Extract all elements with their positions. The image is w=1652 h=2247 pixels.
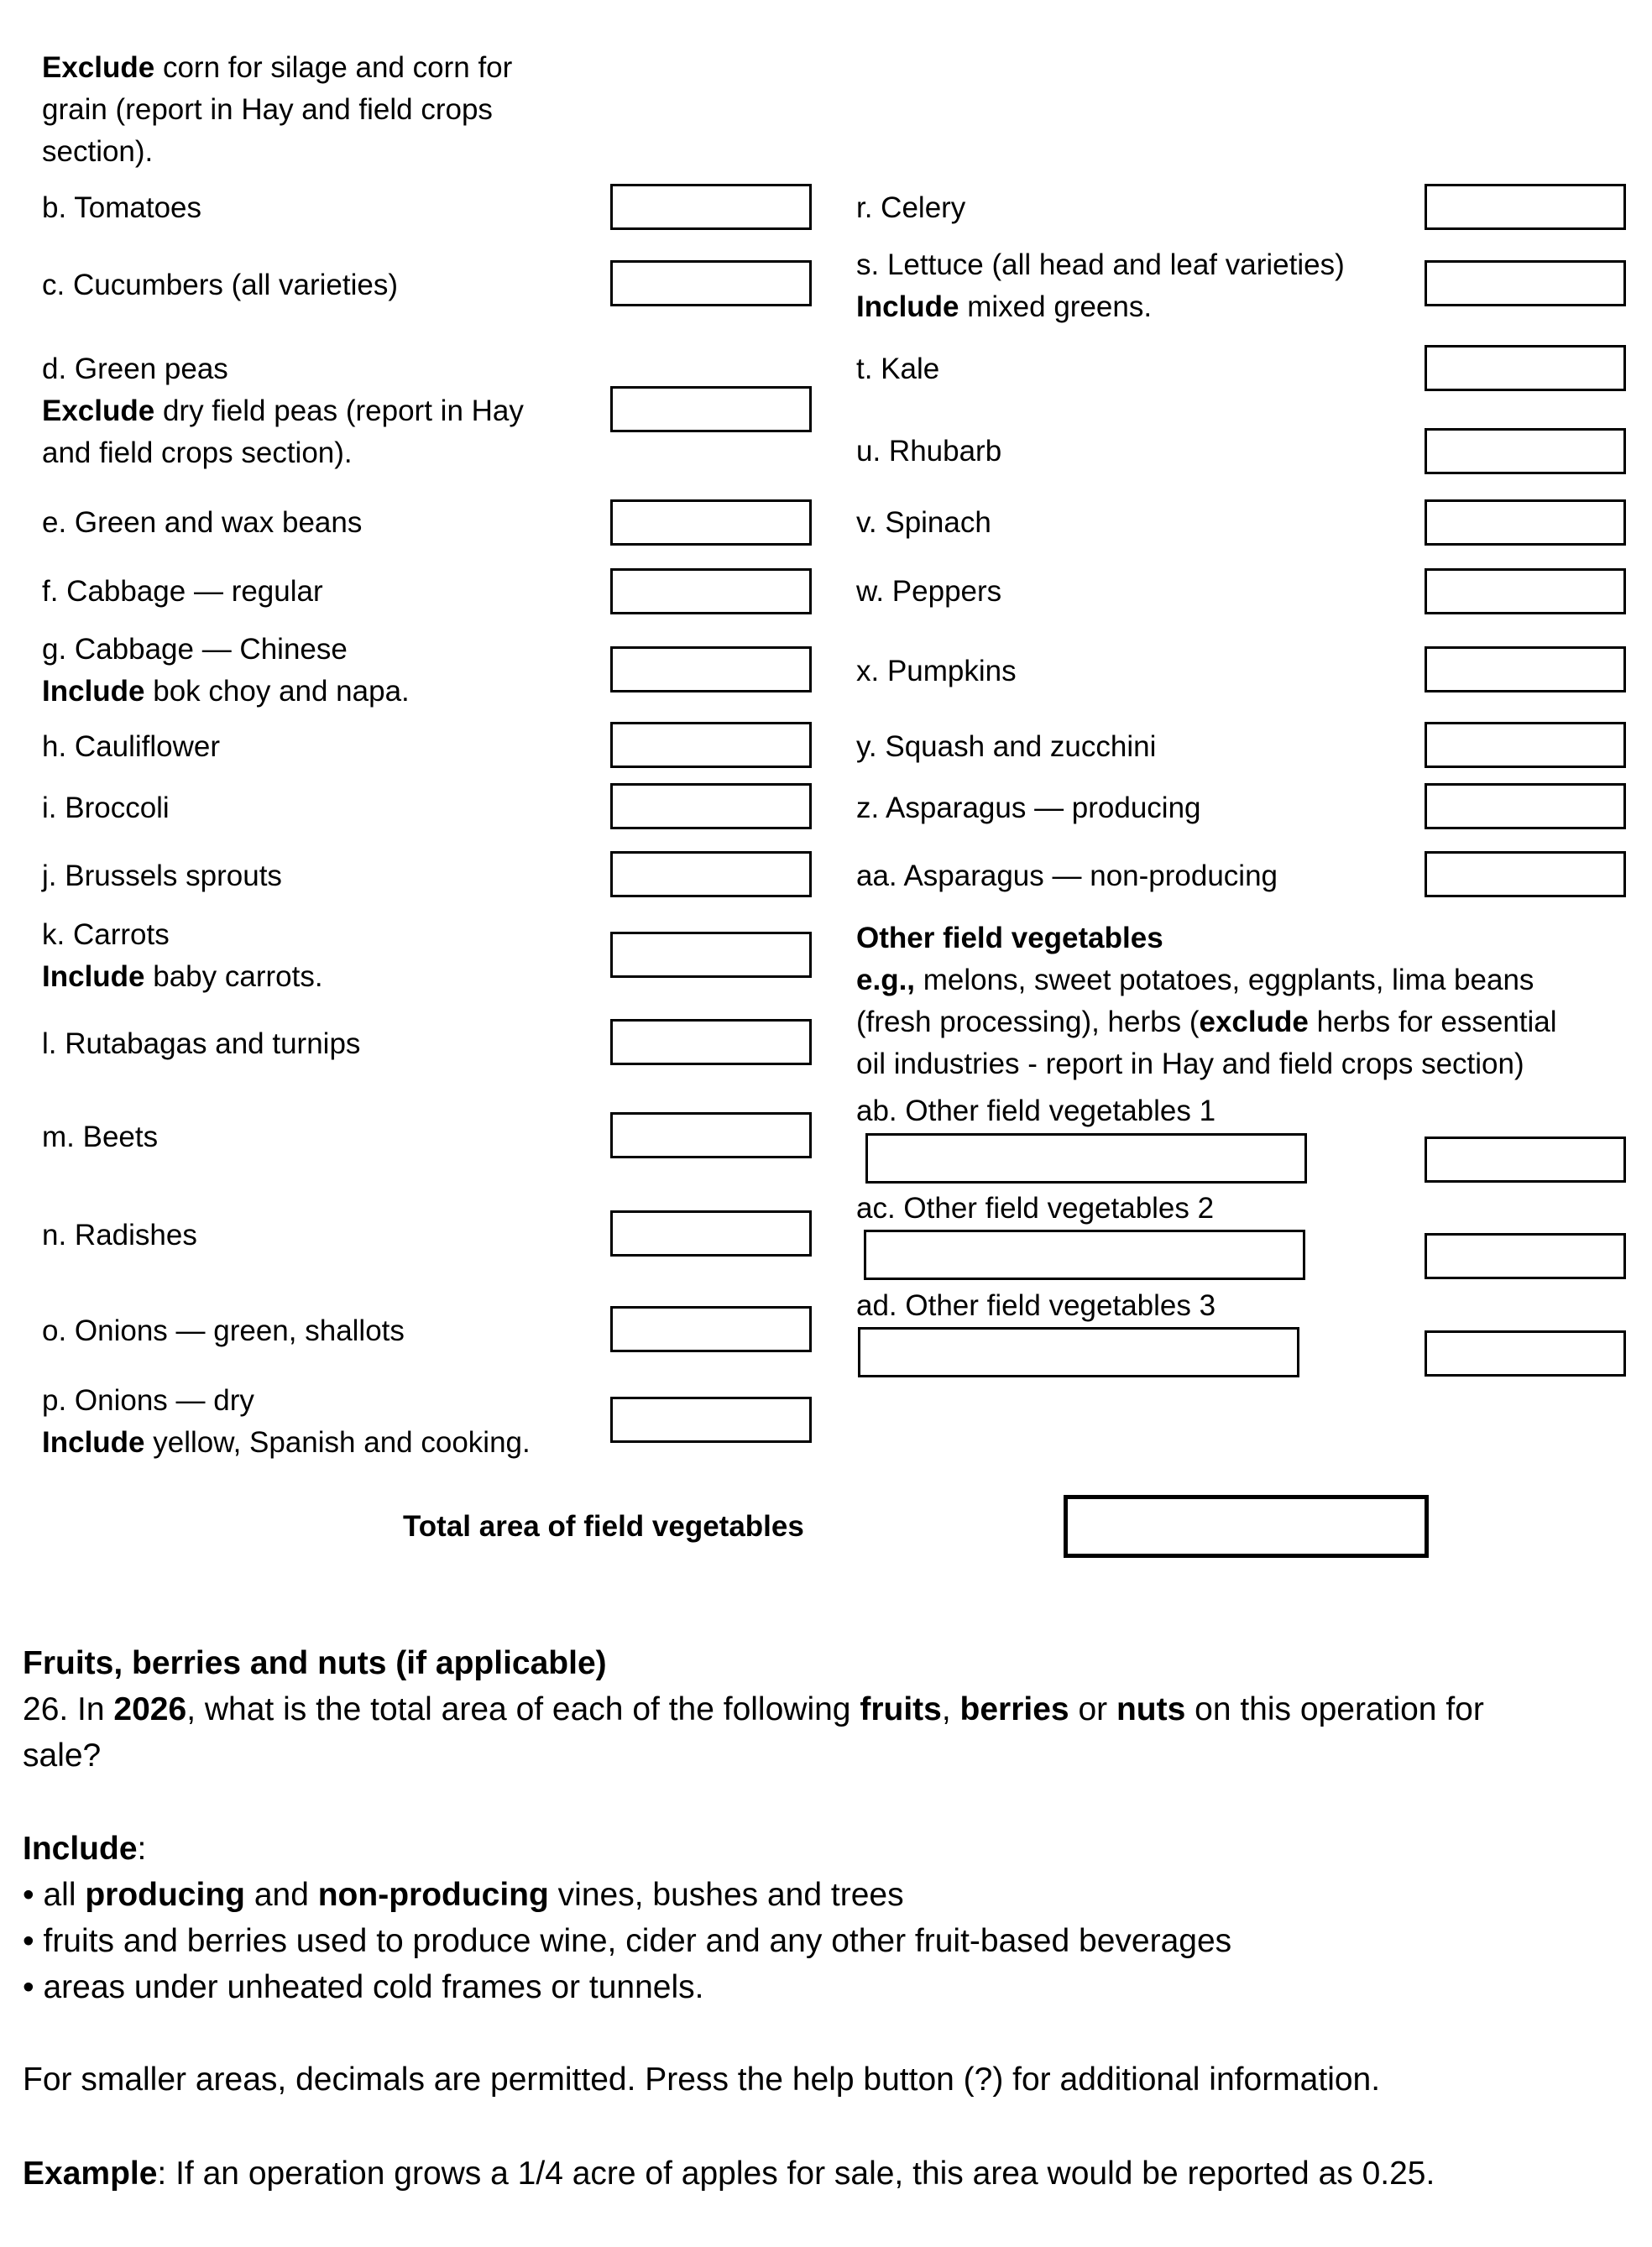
item-i-label: i. Broccoli — [42, 792, 170, 824]
include-label: Include — [23, 1831, 138, 1867]
bullet-1-b: and — [244, 1877, 318, 1913]
question-26-c: , — [941, 1691, 960, 1727]
item-aa-input[interactable] — [1425, 851, 1626, 897]
item-l-input[interactable] — [610, 1019, 812, 1065]
item-y-input[interactable] — [1425, 722, 1626, 768]
intro-line-1-rest: corn for silage and corn for — [154, 51, 513, 84]
item-k-note — [42, 955, 323, 998]
item-t-input[interactable] — [1425, 345, 1626, 391]
item-ac-label: ac. Other field vegetables 2 — [856, 1192, 1215, 1225]
item-h-label: h. Cauliflower — [42, 730, 221, 763]
item-w-input[interactable] — [1425, 568, 1626, 614]
item-ad-input[interactable] — [1425, 1330, 1626, 1377]
other-vegetables-line-2-a: (fresh processing), herbs ( — [856, 1006, 1200, 1038]
example-rest: : If an operation grows a 1/4 acre of apples for sale, this area would be reported as 0.25. — [157, 2156, 1435, 2192]
question-26-line-1 — [23, 1686, 1484, 1732]
item-r-input[interactable] — [1425, 184, 1626, 230]
decimals-note: For smaller areas, decimals are permitted. Press the help button (?) for additional information. — [23, 2061, 1381, 2098]
other-vegetables-eg-bold: e.g., — [856, 964, 916, 996]
bullet-1-c: vines, bushes and trees — [548, 1877, 904, 1913]
item-k-label: k. Carrots — [42, 918, 170, 951]
item-j-input[interactable] — [610, 851, 812, 897]
include-bullet-3: • areas under unheated cold frames or tunnels. — [23, 1969, 704, 2005]
item-v-input[interactable] — [1425, 499, 1626, 546]
item-ac-name-input[interactable] — [864, 1230, 1305, 1280]
item-k-note-bold: Include — [42, 960, 145, 993]
other-vegetables-line-2 — [856, 1001, 1557, 1043]
intro-line-3: section). — [42, 135, 154, 168]
item-o-label: o. Onions — green, shallots — [42, 1314, 405, 1347]
other-vegetables-eg-rest: melons, sweet potatoes, eggplants, lima beans — [915, 964, 1534, 996]
item-d-note-bold: Exclude — [42, 395, 155, 427]
item-u-label: u. Rhubarb — [856, 435, 1002, 468]
item-k-note-rest: baby carrots. — [144, 960, 323, 993]
item-d-note — [42, 389, 524, 432]
bullet-1-producing: producing — [85, 1877, 245, 1913]
item-t-label: t. Kale — [856, 353, 940, 385]
bullet-1-a: • all — [23, 1877, 86, 1913]
item-s-label: s. Lettuce (all head and leaf varieties) — [856, 248, 1345, 281]
example-note — [23, 2150, 1435, 2197]
item-p-note-bold: Include — [42, 1426, 145, 1459]
question-26-a: 26. In — [23, 1691, 114, 1727]
item-e-input[interactable] — [610, 499, 812, 546]
question-26-b: , what is the total area of each of the following — [186, 1691, 860, 1727]
item-g-note-bold: Include — [42, 675, 145, 708]
example-label: Example — [23, 2156, 158, 2192]
item-ab-name-input[interactable] — [865, 1133, 1307, 1184]
item-ad-name-input[interactable] — [858, 1327, 1299, 1377]
item-b-label: b. Tomatoes — [42, 191, 202, 224]
item-x-input[interactable] — [1425, 646, 1626, 692]
item-u-input[interactable] — [1425, 428, 1626, 474]
question-26-nuts: nuts — [1116, 1691, 1186, 1727]
item-w-label: w. Peppers — [856, 575, 1002, 608]
item-z-input[interactable] — [1425, 783, 1626, 829]
item-s-note — [856, 285, 1152, 328]
item-d-note-rest: dry field peas (report in Hay — [154, 395, 524, 427]
item-s-note-rest: mixed greens. — [959, 290, 1153, 323]
intro-exclude-bold: Exclude — [42, 51, 155, 84]
item-d-input[interactable] — [610, 386, 812, 432]
bullet-1-non-producing: non-producing — [317, 1877, 549, 1913]
item-m-label: m. Beets — [42, 1121, 159, 1153]
question-26-berries: berries — [959, 1691, 1069, 1727]
other-vegetables-exclude-bold: exclude — [1199, 1006, 1309, 1038]
item-b-input[interactable] — [610, 184, 812, 230]
item-x-label: x. Pumpkins — [856, 655, 1017, 687]
question-26-fruits: fruits — [860, 1691, 942, 1727]
item-i-input[interactable] — [610, 783, 812, 829]
question-26-e: on this operation for — [1185, 1691, 1484, 1727]
item-n-input[interactable] — [610, 1210, 812, 1257]
item-s-input[interactable] — [1425, 260, 1626, 306]
item-f-label: f. Cabbage — regular — [42, 575, 323, 608]
total-label: Total area of field vegetables — [403, 1510, 804, 1543]
item-s-note-bold: Include — [856, 290, 959, 323]
item-ab-label: ab. Other field vegetables 1 — [856, 1095, 1216, 1127]
item-g-note-rest: bok choy and napa. — [144, 675, 410, 708]
other-vegetables-eg-line — [856, 959, 1534, 1001]
include-colon: : — [137, 1831, 147, 1867]
item-y-label: y. Squash and zucchini — [856, 730, 1157, 763]
intro-line-2: grain (report in Hay and field crops — [42, 93, 493, 126]
other-vegetables-heading: Other field vegetables — [856, 922, 1163, 954]
item-o-input[interactable] — [610, 1306, 812, 1352]
item-v-label: v. Spinach — [856, 506, 991, 539]
other-vegetables-line-3: oil industries - report in Hay and field crops section) — [856, 1048, 1524, 1080]
item-c-input[interactable] — [610, 260, 812, 306]
item-d-note-2: and field crops section). — [42, 436, 353, 469]
question-26-d: or — [1069, 1691, 1116, 1727]
other-vegetables-line-2-b: herbs for essential — [1308, 1006, 1557, 1038]
item-ab-input[interactable] — [1425, 1137, 1626, 1183]
item-g-label: g. Cabbage — Chinese — [42, 633, 348, 666]
item-n-label: n. Radishes — [42, 1219, 197, 1252]
item-f-input[interactable] — [610, 568, 812, 614]
include-bullet-2: • fruits and berries used to produce wine, cider and any other fruit-based beverages — [23, 1923, 1232, 1959]
item-p-note — [42, 1421, 531, 1464]
item-h-input[interactable] — [610, 722, 812, 768]
question-26-line-2: sale? — [23, 1738, 102, 1774]
item-r-label: r. Celery — [856, 191, 966, 224]
item-c-label: c. Cucumbers (all varieties) — [42, 269, 398, 301]
item-z-label: z. Asparagus — producing — [856, 792, 1201, 824]
item-g-input[interactable] — [610, 646, 812, 692]
item-l-label: l. Rutabagas and turnips — [42, 1027, 361, 1060]
item-d-label: d. Green peas — [42, 353, 228, 385]
item-p-input[interactable] — [610, 1397, 812, 1443]
item-p-note-rest: yellow, Spanish and cooking. — [144, 1426, 531, 1459]
item-ad-label: ad. Other field vegetables 3 — [856, 1289, 1216, 1322]
item-j-label: j. Brussels sprouts — [42, 860, 282, 892]
item-g-note — [42, 670, 410, 713]
total-input[interactable] — [1064, 1495, 1429, 1558]
item-m-input[interactable] — [610, 1112, 812, 1158]
item-aa-label: aa. Asparagus — non-producing — [856, 860, 1278, 892]
item-k-input[interactable] — [610, 932, 812, 978]
include-heading — [23, 1826, 146, 1872]
item-e-label: e. Green and wax beans — [42, 506, 363, 539]
item-ac-input[interactable] — [1425, 1233, 1626, 1279]
item-p-label: p. Onions — dry — [42, 1384, 254, 1417]
intro-line-1 — [42, 46, 512, 89]
include-bullet-1 — [23, 1872, 904, 1918]
question-26-year: 2026 — [113, 1691, 187, 1727]
fruits-heading: Fruits, berries and nuts (if applicable) — [23, 1645, 607, 1681]
